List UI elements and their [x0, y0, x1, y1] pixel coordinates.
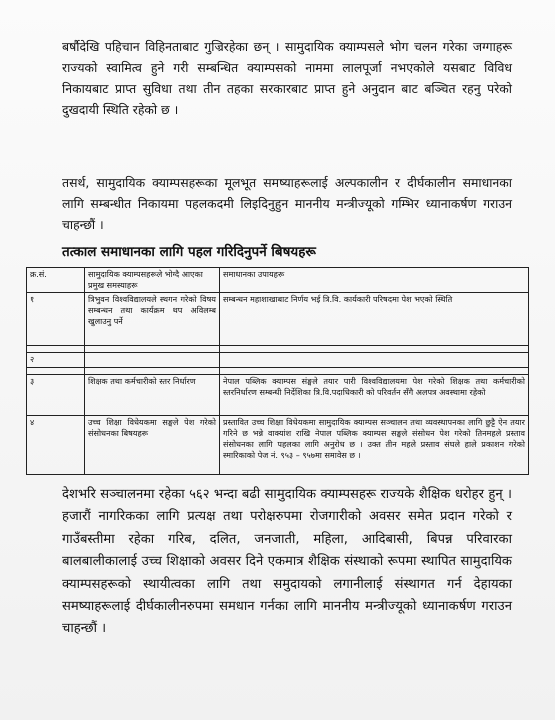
- table-cell-serial: ३: [27, 375, 85, 416]
- table-cell-solution: नेपाल पब्लिक क्याम्पस संङ्घले तयार पारी विश्वविद्यालयमा पेश गरेको शिक्षक तथा कर्मचारीको स्तरनिर्धारण सम्बन्धी निर्देशिका त्रि.वि.पदाधिकारी को परिवर्तन सँगै अलपत्र अवस्थामा रहेको: [220, 375, 529, 416]
- paragraph-request: तसर्थ, सामुदायिक क्याम्पसहरूका मूलभूत समष्याहरूलाई अल्पकालीन र दीर्घकालीन समाधानका लागि सम्बन्धीत निकायमा पहलकदमी लिइदिनुहुन माननीय मन्त्रीज्यूको गम्भिर ध्यानाकर्षण गराउन चाहन्छौं ।: [62, 175, 512, 232]
- table-cell-serial: १: [27, 293, 85, 346]
- table-header-row: [27, 268, 529, 293]
- table-cell-problem: शिक्षक तथा कर्मचारीको स्तर निर्धारण: [85, 375, 220, 416]
- issues-table: [26, 267, 529, 475]
- table-cell-solution: प्रस्तावित उच्च शिक्षा विधेयकमा सामुदायिक क्याम्पस सञ्चालन तथा व्यवस्थापनका लागि छुट्टै ऐन तयार गरिने छ भन्ने वाक्यांश राखि नेपाल पब्लिक क्याम्पस सङ्घले संसोधन पेश गरेको तिनमहले प्रस्ताव संसोधनका लागि पहलका लागि अनुरोध छ । उक्त तीन महले प्रस्ताव संघले हाले प्रकाशन गरेको स्मारिकाको पेज नं. ९५३ – ९५७मा समावेस छ ।: [220, 416, 529, 475]
- table-row: [27, 353, 529, 368]
- paragraph-community-campuses: देशभरि सञ्चालनमा रहेका ५६२ भन्दा बढी सामुदायिक क्याम्पसहरू राज्यके शैक्षिक धरोहर हुन् । हजारौं नागरिकका लागि प्रत्यक्ष तथा परोक्षरुपमा रोजगारीको अवसर समेत प्रदान गरेको र गाउँबस्तीमा रहेका गरिब, दलित, जनजाती, महिला, आदिबासी, बिपन्न परिवारका बालबालीकालाई उच्च शिक्षाको अवसर दिने एकमात्र शैक्षिक संस्थाको रूपमा स्थापित सामुदायिक क्याम्पसहरूको स्थायीत्वका लागि तथा समुदायको लगानीलाई संस्थागत गर्न देहायका समष्याहरूलाई दीर्घकालीनरुपमा समधान गर्नका लागि माननीय मन्त्रीज्यूको ध्यानाकर्षण गराउन चाहन्छौं ।: [62, 487, 512, 637]
- table-cell-solution: सम्बन्धन महाशाखाबाट निर्णय भई त्रि.वि. कार्यकारी परिषदमा पेश भएको स्थिति: [220, 293, 529, 346]
- table-cell-solution: [220, 353, 529, 368]
- table-row: [27, 293, 529, 346]
- table-cell-problem: [85, 353, 220, 368]
- table-cell-serial: ४: [27, 416, 85, 475]
- column-header-problems: सामुदायिक क्याम्पसहरूले भोग्दै आएका प्रमुख समस्याहरू: [85, 268, 220, 293]
- table-spacer-row: [27, 346, 529, 353]
- section-heading: तत्काल समाधानका लागि पहल गरिदिनुपर्ने बिषयहरू: [62, 244, 316, 260]
- table-cell-problem: उच्च शिक्षा विधेयकमा सङ्घले पेश गरेको संसोधनका बिषयहरू: [85, 416, 220, 475]
- table-cell-problem: त्रिभुवन विश्वविद्यालयले स्थगन गरेको विषय सम्बन्धन तथा कार्यक्रम थप अविलम्ब खुलाउनु पर्ने: [85, 293, 220, 346]
- column-header-serial: क्र.सं.: [27, 268, 85, 293]
- table-cell-serial: २: [27, 353, 85, 368]
- table-row: [27, 416, 529, 475]
- paragraph-intro-continued: बर्षौदेखि पहिचान विहिनताबाट गुज्रिरहेका छन् । सामुदायिक क्याम्पसले भोग चलन गरेका जग्गाहरू राज्यको स्वामित्व हुने गरी सम्बन्धित क्याम्पसको नाममा लालपूर्जा नभएकोले यसबाट विविध निकायबाट प्राप्त सुविधा तथा तीन तहका सरकारबाट प्राप्त हुने अनुदान बाट बञ्चित रहनु परेको दुखदायी स्थिति रहेको छ ।: [62, 39, 512, 117]
- table-spacer-row: [27, 368, 529, 375]
- table-row: [27, 375, 529, 416]
- column-header-solutions: समाधानका उपायहरू: [220, 268, 529, 293]
